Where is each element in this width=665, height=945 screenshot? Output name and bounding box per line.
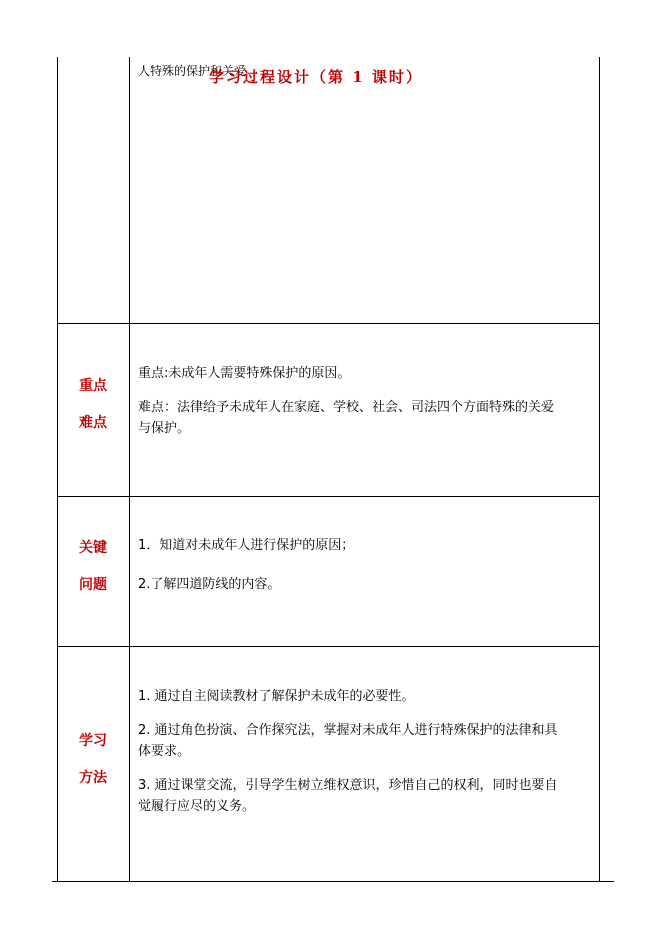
question-item-2: 2.了解四道防线的内容。 (138, 577, 281, 592)
method-item-3-line1: 3. 通过课堂交流，引导学生树立维权意识，珍惜自己的权利，同时也要自 (138, 778, 558, 793)
question-item-1: 1．知道对未成年人进行保护的原因； (138, 538, 355, 553)
label-study: 学习 (79, 733, 107, 749)
method-item-1: 1. 通过自主阅读教材了解保护未成年的必要性。 (138, 689, 415, 704)
method-item-3-line2: 觉履行应尽的义务。 (138, 799, 256, 814)
label-difficulty: 难点 (79, 415, 107, 431)
row3-label (57, 530, 129, 604)
row3-bottom-border (57, 646, 600, 647)
row1-note: 人特殊的保护和关爱 (138, 64, 247, 78)
method-item-2-line1: 2. 通过角色扮演、合作探究法，掌握对未成年人进行特殊保护的法律和具 (138, 723, 558, 738)
label-question: 问题 (79, 577, 107, 593)
row2-content (138, 363, 596, 439)
section-title: 学习过程设计（第 1 课时） (209, 68, 423, 86)
row2-bottom-border (57, 496, 600, 497)
row4-content (138, 686, 596, 817)
row3-content (138, 535, 596, 595)
table-column-divider (129, 57, 130, 881)
label-key: 关键 (79, 540, 107, 556)
label-method: 方法 (79, 770, 107, 786)
label-key-point: 重点 (79, 378, 107, 394)
table-bottom-border (52, 881, 614, 882)
row1-bottom-border (57, 323, 600, 324)
difficulty-text-line2: 与保护。 (138, 421, 191, 436)
row4-label (57, 723, 129, 797)
row2-label (57, 368, 129, 442)
method-item-2-line2: 体要求。 (138, 744, 191, 759)
table-right-border (599, 57, 600, 881)
key-point-text: 重点:未成年人需要特殊保护的原因。 (138, 366, 351, 381)
difficulty-text-line1: 难点：法律给予未成年人在家庭、学校、社会、司法四个方面特殊的关爱 (138, 400, 555, 415)
